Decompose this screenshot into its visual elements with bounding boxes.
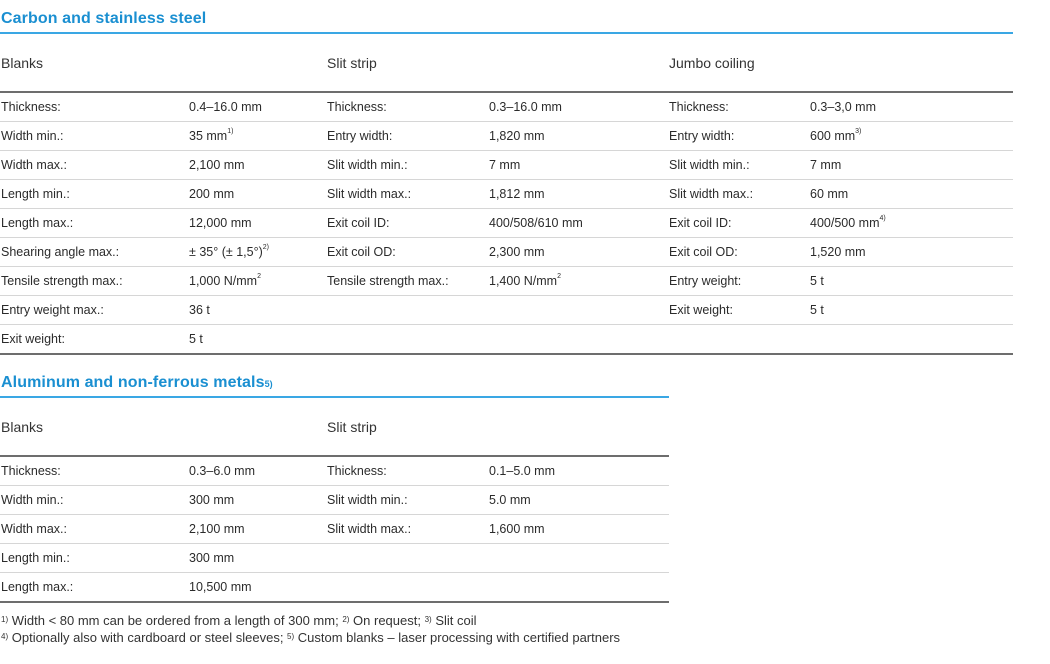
table-row <box>0 92 1013 122</box>
spec-value <box>809 122 1013 151</box>
spec-value-text: 35 mm <box>189 129 228 143</box>
spec-value <box>188 238 326 267</box>
footnote-text: Optionally also with cardboard or steel sleeves; <box>8 630 288 645</box>
spec-label: Thickness: <box>326 456 488 486</box>
spec-label: Thickness: <box>668 92 809 122</box>
spec-value <box>809 209 1013 238</box>
spec-value: 2,100 mm <box>188 515 326 544</box>
column-group-header: Jumbo coiling <box>668 34 809 92</box>
spec-label: Width min.: <box>0 486 188 515</box>
spec-label: Slit width max.: <box>326 515 488 544</box>
spec-value-text: 0.4–16.0 mm <box>189 100 262 114</box>
spec-value <box>488 267 668 296</box>
header-spacer <box>188 398 326 456</box>
column-group-header: Slit strip <box>326 398 488 456</box>
spec-label: Length max.: <box>0 573 188 603</box>
spec-value-text: 60 mm <box>810 187 849 201</box>
spec-value <box>809 92 1013 122</box>
spec-value <box>488 209 668 238</box>
spec-value-text: 5 t <box>810 303 824 317</box>
spec-value <box>809 238 1013 267</box>
spec-table-carbon <box>0 34 1013 355</box>
spec-label: Slit width min.: <box>668 151 809 180</box>
section-title-footnote: 5) <box>264 379 273 389</box>
column-group-header: Slit strip <box>326 34 488 92</box>
spec-label: Width min.: <box>0 122 188 151</box>
spec-value-sup: 3) <box>855 128 862 135</box>
table-row <box>0 456 669 486</box>
spec-value-sup: 4) <box>879 215 886 222</box>
spec-label: Width max.: <box>0 151 188 180</box>
spec-label: Thickness: <box>0 92 188 122</box>
spec-value-text: 2,300 mm <box>489 245 545 259</box>
spec-value <box>188 325 326 355</box>
spec-value <box>809 325 1013 355</box>
spec-value <box>188 267 326 296</box>
spec-value <box>809 180 1013 209</box>
footnote-text: Width < 80 mm can be ordered from a length of 300 mm; <box>8 613 343 628</box>
header-spacer <box>488 398 669 456</box>
table-row <box>0 325 1013 355</box>
spec-label <box>326 296 488 325</box>
spec-label: Thickness: <box>326 92 488 122</box>
footnotes <box>1 612 620 646</box>
table-row <box>0 180 1013 209</box>
spec-value <box>488 122 668 151</box>
spec-value: 5.0 mm <box>488 486 669 515</box>
table-row <box>0 267 1013 296</box>
table-row <box>0 238 1013 267</box>
spec-value-sup: 2 <box>257 273 261 280</box>
footnote-text: On request; <box>349 613 425 628</box>
spec-value <box>188 180 326 209</box>
spec-label: Exit coil ID: <box>668 209 809 238</box>
footnote-marker: 3) <box>424 615 432 624</box>
column-group-header: Blanks <box>0 398 188 456</box>
spec-value <box>188 92 326 122</box>
spec-label: Entry width: <box>668 122 809 151</box>
spec-label: Exit coil OD: <box>326 238 488 267</box>
spec-label: Entry weight: <box>668 267 809 296</box>
spec-label: Slit width max.: <box>326 180 488 209</box>
spec-label: Length max.: <box>0 209 188 238</box>
spec-value-text: 600 mm <box>810 129 856 143</box>
spec-value <box>188 296 326 325</box>
spec-value-text: 12,000 mm <box>189 216 252 230</box>
spec-value-text: 400/508/610 mm <box>489 216 583 230</box>
table-row <box>0 573 669 603</box>
spec-value-text: 7 mm <box>810 158 842 172</box>
table-row <box>0 544 669 573</box>
table-row <box>0 122 1013 151</box>
spec-value-text: 1,400 N/mm <box>489 274 558 288</box>
spec-label <box>326 544 488 573</box>
spec-value: 300 mm <box>188 486 326 515</box>
spec-label: Shearing angle max.: <box>0 238 188 267</box>
spec-value-text: 36 t <box>189 303 210 317</box>
spec-value <box>809 151 1013 180</box>
spec-value-sup: 1) <box>227 128 234 135</box>
footnote-line-2 <box>1 629 620 646</box>
spec-label: Length min.: <box>0 544 188 573</box>
spec-label: Width max.: <box>0 515 188 544</box>
footnote-text: Slit coil <box>431 613 477 628</box>
spec-label: Slit width max.: <box>668 180 809 209</box>
spec-value <box>188 209 326 238</box>
spec-label: Tensile strength max.: <box>0 267 188 296</box>
spec-value-text: ± 35° (± 1,5°) <box>189 245 263 259</box>
spec-value: 10,500 mm <box>188 573 326 603</box>
spec-value: 1,600 mm <box>488 515 669 544</box>
spec-value-text: 400/500 mm <box>810 216 880 230</box>
spec-label: Entry width: <box>326 122 488 151</box>
header-spacer <box>488 34 668 92</box>
spec-value-text: 200 mm <box>189 187 235 201</box>
spec-label: Entry weight max.: <box>0 296 188 325</box>
footnote-line-1 <box>1 612 620 629</box>
spec-value <box>488 151 668 180</box>
spec-value: 0.3–6.0 mm <box>188 456 326 486</box>
spec-value-text: 1,000 N/mm <box>189 274 258 288</box>
spec-label <box>668 325 809 355</box>
spec-value-text: 5 t <box>810 274 824 288</box>
spec-value-text: 0.3–3,0 mm <box>810 100 877 114</box>
spec-value <box>488 325 668 355</box>
section-title <box>0 8 1013 34</box>
section-aluminum <box>0 372 669 603</box>
footnote-marker: 2) <box>342 615 350 624</box>
table-row <box>0 515 669 544</box>
table-row <box>0 296 1013 325</box>
spec-label: Exit coil ID: <box>326 209 488 238</box>
spec-value <box>809 267 1013 296</box>
spec-label <box>326 325 488 355</box>
spec-value-text: 1,820 mm <box>489 129 545 143</box>
column-group-header: Blanks <box>0 34 188 92</box>
spec-label: Exit weight: <box>668 296 809 325</box>
section-title <box>0 372 669 398</box>
spec-value <box>188 122 326 151</box>
spec-label: Exit coil OD: <box>668 238 809 267</box>
spec-label: Tensile strength max.: <box>326 267 488 296</box>
spec-label: Thickness: <box>0 456 188 486</box>
header-spacer <box>188 34 326 92</box>
spec-value <box>488 92 668 122</box>
footnote-text: Custom blanks – laser processing with certified partners <box>294 630 621 645</box>
footnote-marker: 5) <box>287 632 295 641</box>
spec-label: Slit width min.: <box>326 151 488 180</box>
table-header-row <box>0 34 1013 92</box>
spec-value-text: 0.3–16.0 mm <box>489 100 562 114</box>
table-header-row <box>0 398 669 456</box>
footnote-marker: 1) <box>1 615 9 624</box>
section-title-text: Carbon and stainless steel <box>1 10 207 27</box>
spec-value-sup: 2) <box>262 244 269 251</box>
spec-value <box>488 180 668 209</box>
section-carbon-steel <box>0 8 1013 355</box>
spec-value: 300 mm <box>188 544 326 573</box>
footnote-marker: 4) <box>1 632 9 641</box>
spec-value <box>488 296 668 325</box>
spec-label: Slit width min.: <box>326 486 488 515</box>
spec-value <box>188 151 326 180</box>
header-spacer <box>809 34 1013 92</box>
spec-value <box>809 296 1013 325</box>
spec-label <box>326 573 488 603</box>
spec-value-sup: 2 <box>557 273 561 280</box>
spec-value-text: 1,812 mm <box>489 187 545 201</box>
table-row <box>0 486 669 515</box>
spec-value <box>488 238 668 267</box>
spec-label: Exit weight: <box>0 325 188 355</box>
spec-value <box>488 573 669 603</box>
table-row <box>0 209 1013 238</box>
spec-value: 0.1–5.0 mm <box>488 456 669 486</box>
spec-value-text: 7 mm <box>489 158 521 172</box>
spec-label: Length min.: <box>0 180 188 209</box>
spec-table-aluminum <box>0 398 669 603</box>
spec-value-text: 1,520 mm <box>810 245 866 259</box>
table-row <box>0 151 1013 180</box>
spec-value-text: 5 t <box>189 332 203 346</box>
spec-value-text: 2,100 mm <box>189 158 245 172</box>
spec-value <box>488 544 669 573</box>
section-title-text: Aluminum and non-ferrous metals <box>1 374 265 391</box>
